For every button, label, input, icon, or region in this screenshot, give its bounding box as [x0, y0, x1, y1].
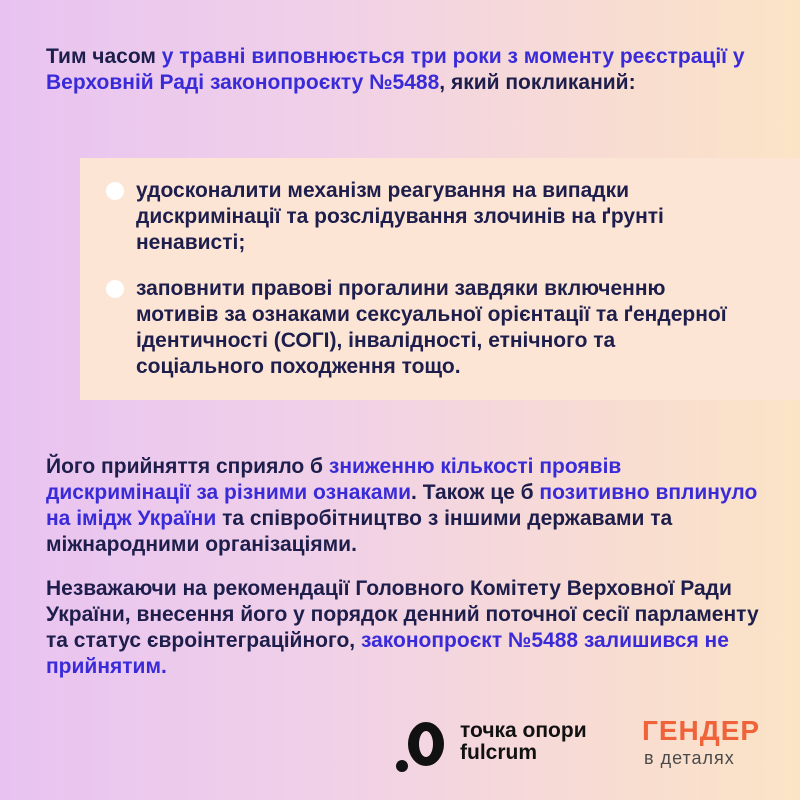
bullet-item [104, 276, 740, 380]
status-highlight: законопроєкт №5488 залишився не прийнятим. [46, 629, 729, 678]
fulcrum-logo-text [460, 720, 587, 764]
intro-text-1: Тим часом [46, 45, 162, 68]
adoption-text-3: та співробітництво з іншими державами та міжнародними організаціями. [46, 507, 673, 556]
intro-highlight: у травні виповнюється три роки з моменту реєстрації у Верховній Раді законопроєкту №5488 [46, 45, 745, 94]
fulcrum-line-2: fulcrum [460, 741, 538, 764]
bullet-text: заповнити правові прогалини завдяки включенню мотивів за ознаками сексуальної орієнтації та ґендерної ідентичності (СОГІ), інвалідності, етнічного та соціального походження тощо. [136, 277, 727, 378]
intro-paragraph [46, 44, 760, 96]
adoption-highlight-1: зниженню кількості проявів дискримінації за різними ознаками [46, 455, 622, 504]
adoption-text-2: . Також це б [411, 481, 540, 504]
bullet-item [104, 178, 740, 256]
fulcrum-logo-icon [394, 718, 450, 774]
intro-text-2: , який покликаний: [439, 71, 636, 94]
gender-logo-subtitle: в деталях [644, 748, 735, 768]
bullet-dot-icon [106, 280, 124, 298]
status-text-1: Незважаючи на рекомендації Головного Комітету Верховної Ради України, внесення його у порядок денний поточної сесії парламенту та статус євроінтеграційного, [46, 577, 759, 652]
status-paragraph [46, 576, 760, 680]
bullet-text: удосконалити механізм реагування на випадки дискримінації та розслідування злочинів на ґрунті ненависті; [136, 179, 664, 254]
bullet-dot-icon [106, 182, 124, 200]
adoption-highlight-2: позитивно вплинуло на імідж України [46, 481, 758, 530]
adoption-text-1: Його прийняття сприяло б [46, 455, 329, 478]
adoption-paragraph [46, 454, 760, 558]
gender-logo-title: ГЕНДЕР [642, 715, 761, 746]
fulcrum-line-1: точка опори [460, 719, 587, 742]
